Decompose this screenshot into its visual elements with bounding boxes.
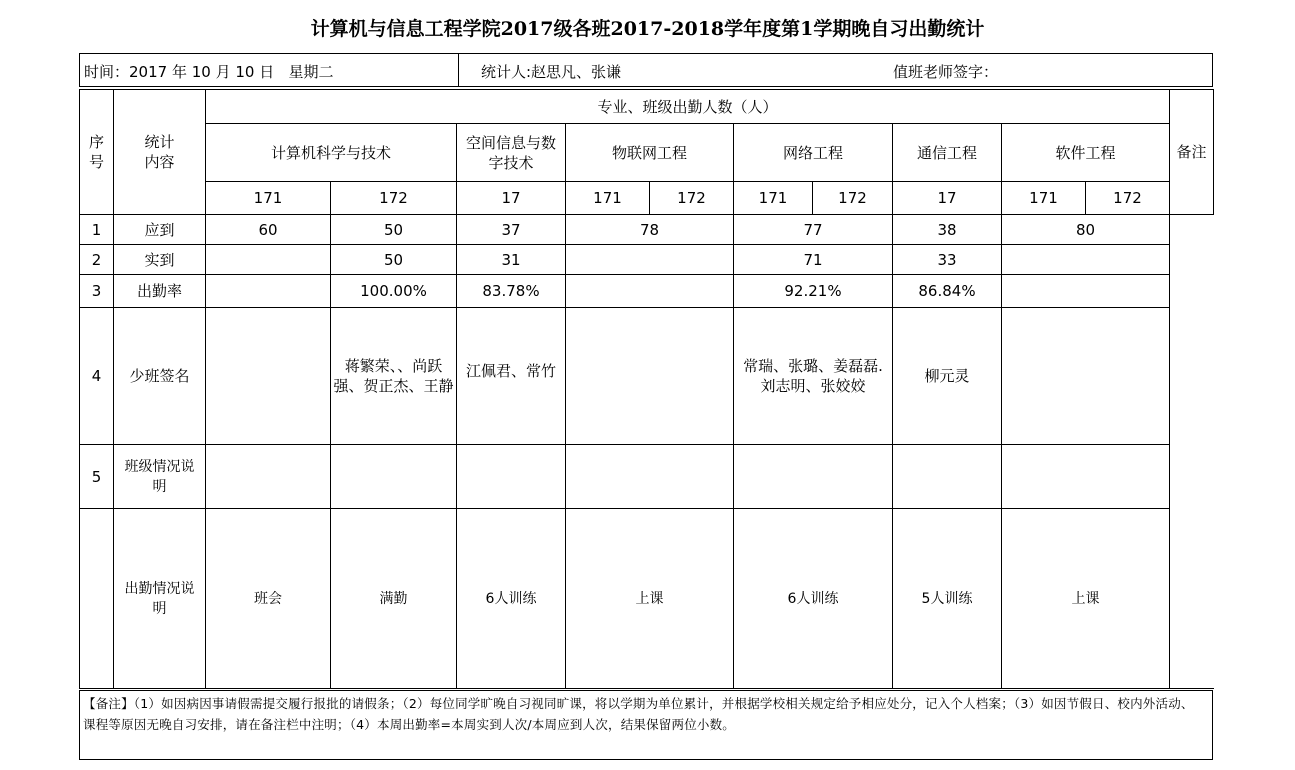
major-iot: 物联网工程 (566, 124, 734, 182)
signature-cell: 常瑞、张璐、姜磊磊.刘志明、张姣姣 (734, 308, 893, 445)
signature-cell: 蒋繁荣、、尚跃强、贺正杰、王静 (331, 308, 457, 445)
class-cell: 172 (1086, 182, 1170, 215)
header-remark: 备注 (1170, 90, 1214, 215)
status-cell: 6人训练 (734, 509, 893, 689)
row-index (80, 509, 114, 689)
row-label: 班级情况说明 (114, 445, 206, 509)
signature-cell: 柳元灵 (893, 308, 1002, 445)
major-software: 软件工程 (1002, 124, 1170, 182)
value-cell (457, 445, 566, 509)
row-index: 4 (80, 308, 114, 445)
status-cell: 班会 (206, 509, 331, 689)
value-cell: 78 (566, 215, 734, 245)
date-field: 时间：2017 年 10 月 10 日 星期二 (84, 63, 334, 81)
status-cell: 满勤 (331, 509, 457, 689)
divider (458, 54, 459, 86)
value-cell: 83.78% (457, 275, 566, 308)
class-cell: 171 (734, 182, 813, 215)
major-computer-science: 计算机科学与技术 (206, 124, 457, 182)
row-label: 应到 (114, 215, 206, 245)
major-communication: 通信工程 (893, 124, 1002, 182)
value-cell: 77 (734, 215, 893, 245)
value-cell: 92.21% (734, 275, 893, 308)
header-content: 统计内容 (114, 90, 206, 215)
row-label: 出勤情况说明 (114, 509, 206, 689)
value-cell (206, 445, 331, 509)
value-cell: 50 (331, 245, 457, 275)
value-cell (566, 308, 734, 445)
value-cell (206, 275, 331, 308)
status-cell: 上课 (566, 509, 734, 689)
value-cell (331, 445, 457, 509)
value-cell (566, 445, 734, 509)
info-bar (79, 53, 1213, 87)
value-cell (1002, 245, 1170, 275)
status-cell: 上课 (1002, 509, 1170, 689)
status-cell: 5人训练 (893, 509, 1002, 689)
row-label: 实到 (114, 245, 206, 275)
value-cell (1002, 445, 1170, 509)
notes-box: 【备注】（1）如因病因事请假需提交履行报批的请假条；（2）每位同学旷晚自习视同旷课，将以学期为单位累计，并根据学校相关规定给予相应处分，记入个人档案；（3）如因节假日、校内外活动、课程等原因无晚自习安排，请在备注栏中注明；（4）本周出勤率=本周实到人次/本周应到人次，结果保留两位小数。 (79, 690, 1213, 760)
class-cell: 172 (650, 182, 734, 215)
row-label: 出勤率 (114, 275, 206, 308)
page-title: 计算机与信息工程学院2017级各班2017-2018学年度第1学期晚自习出勤统计 (310, 18, 985, 40)
value-cell (206, 308, 331, 445)
counter-field: 统计人:赵思凡、张谦 (481, 63, 622, 81)
value-cell: 31 (457, 245, 566, 275)
major-network: 网络工程 (734, 124, 893, 182)
teacher-signature-field: 值班老师签字： (893, 63, 999, 81)
row-label: 少班签名 (114, 308, 206, 445)
value-cell (566, 245, 734, 275)
value-cell: 37 (457, 215, 566, 245)
value-cell: 60 (206, 215, 331, 245)
value-cell: 80 (1002, 215, 1170, 245)
class-cell: 171 (1002, 182, 1086, 215)
value-cell: 71 (734, 245, 893, 275)
signature-cell: 江佩君、常竹 (457, 308, 566, 445)
class-cell: 172 (813, 182, 893, 215)
attendance-table (79, 89, 1214, 689)
header-group: 专业、班级出勤人数（人） (206, 90, 1170, 124)
row-index: 5 (80, 445, 114, 509)
row-index: 2 (80, 245, 114, 275)
value-cell (1002, 308, 1170, 445)
value-cell (206, 245, 331, 275)
class-cell: 171 (206, 182, 331, 215)
value-cell: 50 (331, 215, 457, 245)
class-cell: 17 (893, 182, 1002, 215)
status-cell: 6人训练 (457, 509, 566, 689)
value-cell: 86.84% (893, 275, 1002, 308)
header-index: 序号 (80, 90, 114, 215)
value-cell: 38 (893, 215, 1002, 245)
value-cell (566, 275, 734, 308)
row-index: 3 (80, 275, 114, 308)
class-cell: 17 (457, 182, 566, 215)
class-cell: 172 (331, 182, 457, 215)
class-cell: 171 (566, 182, 650, 215)
remark-cell (1170, 215, 1214, 689)
value-cell: 33 (893, 245, 1002, 275)
value-cell (1002, 275, 1170, 308)
value-cell: 100.00% (331, 275, 457, 308)
row-index: 1 (80, 215, 114, 245)
value-cell (734, 445, 893, 509)
major-spatial-info: 空间信息与数字技术 (457, 124, 566, 182)
value-cell (893, 445, 1002, 509)
